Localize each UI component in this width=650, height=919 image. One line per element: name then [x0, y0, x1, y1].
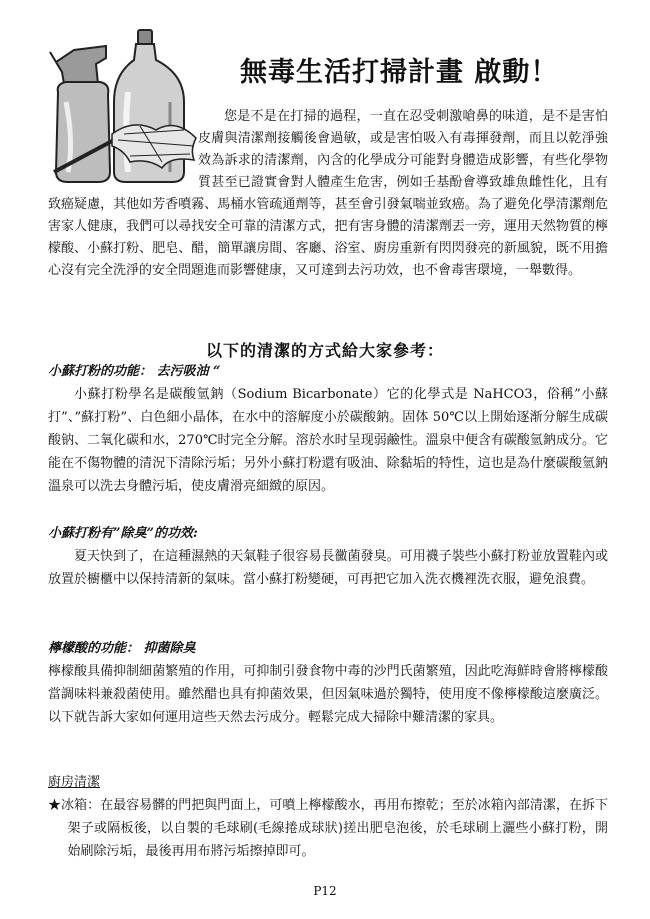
kitchen-heading: 廚房清潔 — [48, 775, 101, 790]
deodor-heading: 小蘇打粉有”除臭”的功效: — [48, 526, 198, 541]
citric-paragraph: 檸檬酸具備抑制細菌繁殖的作用，可抑制引發食物中毒的沙門氏菌繁殖，因此吃海鮮時會將檸檬酸當調味料兼殺菌使用。雖然醋也具有抑菌效果，但因氣味過於獨特，使用度不像檸檬酸這麼廣泛。以下就告訴大家如何運用這些天然去污成分。輕鬆完成大掃除中難清潔的家具。 — [48, 664, 608, 725]
page-number: P12 — [313, 884, 337, 898]
citric-section — [48, 637, 608, 729]
deodor-paragraph: 夏天快到了，在這種濕熱的天氣鞋子很容易長黴菌發臭。可用襪子裝些小蘇打粉並放置鞋內或放置於櫥櫃中以保持清新的氣味。當小蘇打粉變硬，可再把它加入洗衣機裡洗衣服，避免浪費。 — [48, 549, 608, 587]
soda-heading: 小蘇打粉的功能： 去污吸油 “ — [48, 364, 221, 379]
deodor-section — [48, 522, 608, 591]
page-title: 無毒生活打掃計畫 啟動！ — [240, 57, 559, 88]
soda-section — [48, 360, 608, 498]
intro-paragraph: 您是不是在打掃的過程，一直在忍受刺激嗆鼻的味道，是不是害怕皮膚與清潔劑接觸後會過敏，或是害怕吸入有毒揮發劑，而且以乾淨強效為訴求的清潔劑，內含的化學成分可能對身體造成影響，有些化學物質甚至已證實會對人體產生危害，例如壬基酚會導致雄魚雌性化，且有致癌疑慮，其他如芳香噴霧、馬桶水管疏通劑等，甚至會引發氣喘並致癌。為了避免化學清潔劑危害家人健康，我們可以尋找安全可靠的清潔方式，把有害身體的清潔劑丟一旁，運用天然物質的檸檬酸、小蘇打粉、肥皂、醋，簡單讓房間、客廳、浴室、廚房重新有閃閃發亮的新風貌，既不用擔心沒有完全洗淨的安全問題進而影響健康，又可達到去污功效，也不會毒害環境，一舉數得。 — [48, 109, 608, 278]
kitchen-bullet: ★冰箱：在最容易髒的門把與門面上，可噴上檸檬酸水，再用布擦乾；至於冰箱內部清潔，在拆下架子或隔板後，以自製的毛球刷(毛線捲成球狀)搓出肥皂泡後，於毛球刷上灑些小蘇打粉，開始刷除污垢，最後再用布將污垢擦掉即可。 — [48, 798, 608, 859]
kitchen-section — [48, 771, 608, 863]
section-heading: 以下的清潔的方式給大家參考： — [205, 341, 444, 360]
intro-section — [48, 106, 608, 282]
soda-paragraph: 小蘇打粉學名是碳酸氫鈉（Sodium Bicarbonate）它的化學式是 NaHCO3，俗稱”小蘇打”、”蘇打粉”、白色細小晶体，在水中的溶解度小於碳酸鈉。固体 50℃以上開始逐渐分解生成碳酸钠、二氧化碳和水，270℃时完全分解。溶於水时呈现弱鹼性。溫泉中便含有碳酸氫鈉成分。它能在不傷物體的清況下清除污垢；另外小蘇打粉還有吸油、除黏垢的特性，這也是為什麼碳酸氫鈉溫泉可以洗去身體污垢，使皮膚滑亮細緻的原因。 — [48, 387, 608, 494]
citric-heading: 檸檬酸的功能： 抑菌除臭 — [48, 641, 196, 656]
